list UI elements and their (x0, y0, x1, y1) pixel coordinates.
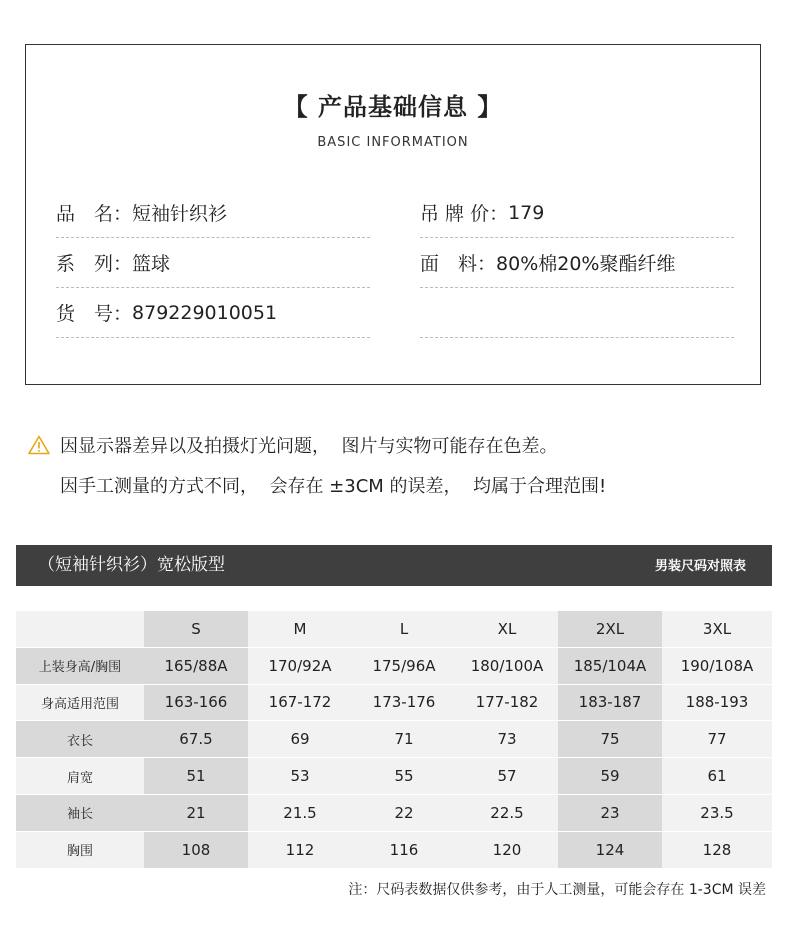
table-row (16, 647, 772, 684)
table-cell: 23 (558, 794, 662, 831)
field-empty (420, 288, 734, 338)
table-cell: 59 (558, 758, 662, 795)
row-label: 胸围 (16, 831, 144, 868)
table-cell: 188-193 (662, 684, 772, 721)
column-header: S (144, 611, 248, 647)
field-label: 品 名： (56, 203, 133, 225)
field-label: 面 料： (420, 253, 497, 275)
table-cell: 55 (352, 758, 456, 795)
basic-info-panel (25, 44, 761, 385)
table-row (16, 794, 772, 831)
table-cell: 23.5 (662, 794, 772, 831)
table-cell: 67.5 (144, 721, 248, 758)
table-cell: 53 (248, 758, 352, 795)
basic-info-title: 【 产品基础信息 】 (283, 93, 503, 121)
size-chart-label: 男装尺码对照表 (654, 559, 746, 574)
column-header: L (352, 611, 456, 647)
field-fabric (420, 238, 734, 288)
warning-icon (28, 435, 50, 455)
table-cell: 128 (662, 831, 772, 868)
row-label: 上装身高/胸围 (16, 647, 144, 684)
field-label: 货 号： (56, 303, 133, 325)
table-cell: 163-166 (144, 684, 248, 721)
table-cell: 185/104A (558, 647, 662, 684)
field-product-name (56, 188, 370, 238)
table-cell: 69 (248, 721, 352, 758)
table-cell: 116 (352, 831, 456, 868)
table-cell: 71 (352, 721, 456, 758)
field-value: 篮球 (132, 253, 171, 275)
basic-info-subtitle: BASIC INFORMATION (317, 135, 469, 150)
field-series (56, 238, 370, 288)
table-row (16, 831, 772, 868)
field-item-number (56, 288, 370, 338)
table-cell: 183-187 (558, 684, 662, 721)
table-cell: 177-182 (456, 684, 558, 721)
column-header: M (248, 611, 352, 647)
column-header: XL (456, 611, 558, 647)
field-label: 系 列： (56, 253, 133, 275)
table-cell: 120 (456, 831, 558, 868)
table-cell: 51 (144, 758, 248, 795)
table-cell: 190/108A (662, 647, 772, 684)
row-label: 衣长 (16, 721, 144, 758)
column-header: 3XL (662, 611, 772, 647)
table-cell: 112 (248, 831, 352, 868)
table-cell: 73 (456, 721, 558, 758)
table-cell: 21.5 (248, 794, 352, 831)
table-cell: 75 (558, 721, 662, 758)
row-label: 身高适用范围 (16, 684, 144, 721)
size-chart-header (16, 545, 772, 586)
table-cell: 22.5 (456, 794, 558, 831)
size-chart-table (16, 611, 772, 869)
size-chart-note: 注：尺码表数据仅供参考，由于人工测量，可能会存在 1-3CM 误差 (348, 882, 766, 898)
column-header: 2XL (558, 611, 662, 647)
size-chart-title: （短袖针织衫）宽松版型 (38, 555, 225, 575)
table-cell: 57 (456, 758, 558, 795)
table-corner-cell (16, 611, 144, 647)
table-cell: 180/100A (456, 647, 558, 684)
table-header-row (16, 611, 772, 647)
field-value: 80%棉20%聚酯纤维 (496, 253, 676, 275)
table-cell: 170/92A (248, 647, 352, 684)
row-label: 袖长 (16, 794, 144, 831)
table-cell: 167-172 (248, 684, 352, 721)
table-cell: 108 (144, 831, 248, 868)
field-value: 短袖针织衫 (132, 203, 228, 225)
table-row (16, 758, 772, 795)
notice-line-2: 因手工测量的方式不同， 会存在 ±3CM 的误差， 均属于合理范围! (60, 476, 607, 497)
table-cell: 165/88A (144, 647, 248, 684)
field-value: 179 (508, 201, 545, 224)
table-cell: 175/96A (352, 647, 456, 684)
field-tag-price (420, 188, 734, 238)
row-label: 肩宽 (16, 758, 144, 795)
table-cell: 173-176 (352, 684, 456, 721)
table-cell: 61 (662, 758, 772, 795)
table-cell: 21 (144, 794, 248, 831)
notice-line-1: 因显示器差异以及拍摄灯光问题， 图片与实物可能存在色差。 (60, 436, 558, 457)
table-cell: 22 (352, 794, 456, 831)
field-label: 吊 牌 价： (420, 203, 509, 225)
field-value: 879229010051 (132, 301, 278, 324)
table-row (16, 684, 772, 721)
table-cell: 124 (558, 831, 662, 868)
table-cell: 77 (662, 721, 772, 758)
table-row (16, 721, 772, 758)
